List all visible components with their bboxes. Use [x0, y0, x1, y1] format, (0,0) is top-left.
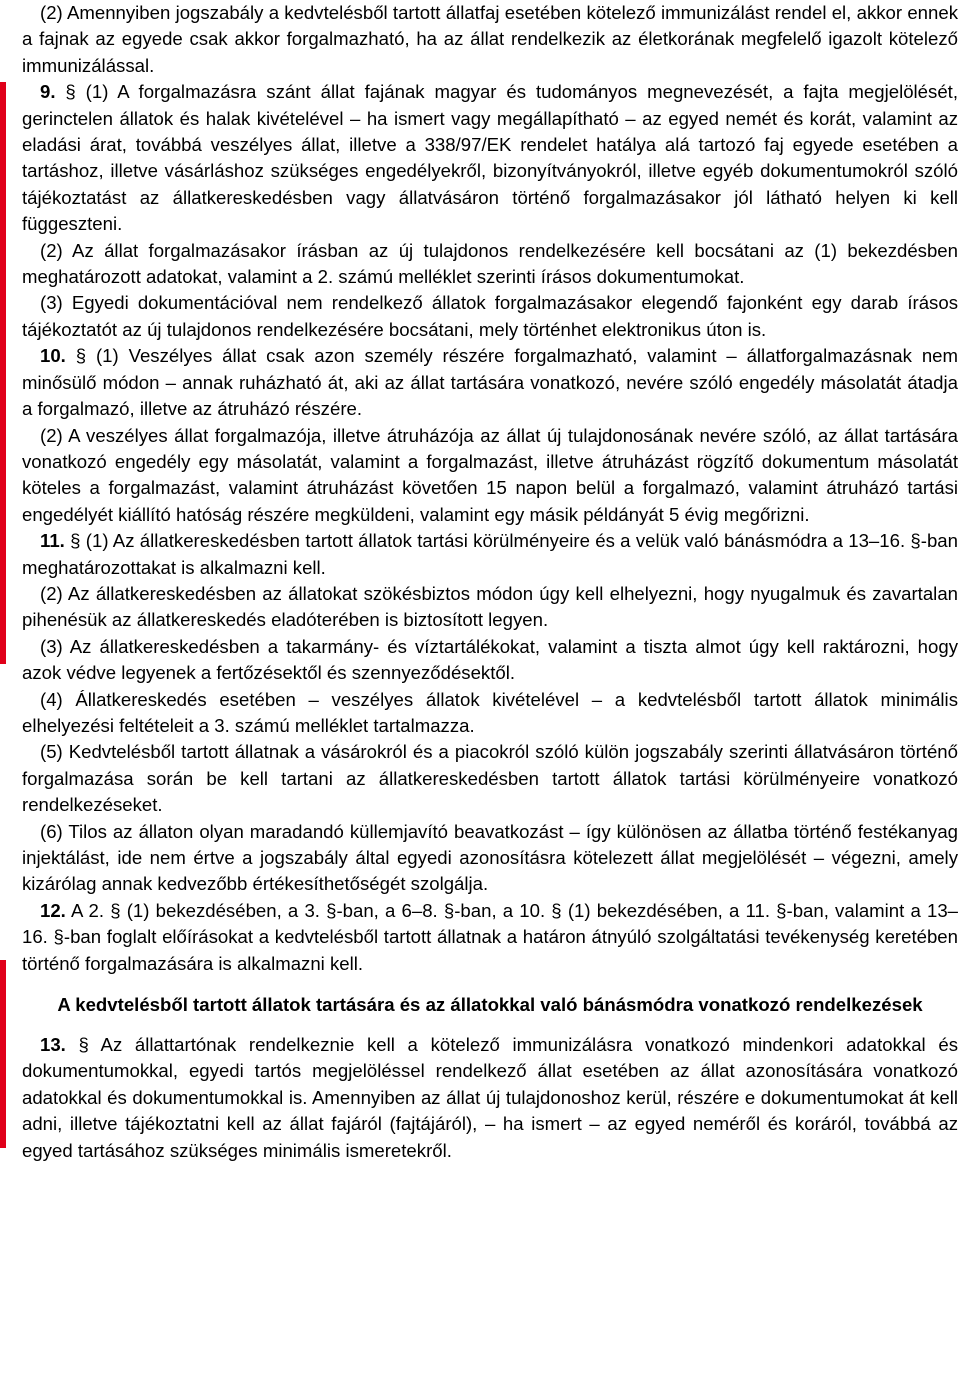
section-number: 13. [40, 1034, 66, 1056]
section-12 [22, 898, 958, 977]
section-text: Az állattartónak rendelkeznie kell a kötelező immunizálásra vonatkozó mindenkori adatokkal és dokumentumokkal, egyedi tartós megjelöléssel rendelkező állat esetében az állat azonosítására vonatkozó adatokkal és dokumentumokkal is. Amennyiben az állat új tulajdonoshoz kerül, részére e dokumentumokat át kell adni, illetve tájékoztatni kell az állat fajáról (fajtájáról), – ha ismert – az egyed neméről és koráról, továbbá az egyed tartásához szükséges minimális ismeretekről. [22, 1034, 958, 1161]
section-text: (1) Az állatkereskedésben tartott állatok tartási körülményeire és a velük való bánásmódra a 13–16. §-ban meghatározottakat is alkalmazni kell. [22, 530, 958, 578]
section-text: A 2. § (1) bekezdésében, a 3. §-ban, a 6–8. §-ban, a 10. § (1) bekezdésében, a 11. §-ban, valamint a 13–16. §-ban foglalt előírásokat a kedvtelésből tartott állatnak a határon átnyúló szolgáltatási tevékenység keretében történő forgalmazására is alkalmazni kell. [22, 899, 958, 974]
section-10-1 [22, 343, 958, 422]
section-11-1 [22, 528, 958, 581]
paragraph-8-2: (2) Amennyiben jogszabály a kedvtelésből tartott állatfaj esetében kötelező immunizálást rendel el, akkor ennek a fajnak az egyede csak akkor forgalmazható, ha az állat rendelkezik az életkorának megfelelő igazolt kötelező immunizálással. [22, 2, 958, 76]
section-number: 11. [40, 530, 65, 552]
section-11-2: (2) Az állatkereskedésben az állatokat szökésbiztos módon úgy kell elhelyezni, hogy nyugalmuk és zavartalan pihenésük az állatkereskedés eladóterében is biztosított legyen. [22, 582, 958, 631]
section-sign: § [75, 345, 87, 367]
change-marker [0, 960, 6, 1148]
section-13 [22, 1032, 958, 1164]
section-number: 10. [40, 345, 66, 367]
section-11-4: (4) Állatkereskedés esetében – veszélyes állatok kivételével – a kedvtelésből tartott állatok minimális elhelyezési feltételeit a 3. számú melléklet tartalmazza. [22, 688, 958, 736]
section-9-2: (2) Az állat forgalmazásakor írásban az új tulajdonos rendelkezésére kell bocsátani az (1) bekezdésben meghatározott adatokat, valamint a 2. számú melléklet szerinti írásos dokumentumokat. [22, 239, 958, 288]
section-11-5: (5) Kedvtelésből tartott állatnak a vásárokról és a piacokról szóló külön jogszabály szerinti állatvásáron történő forgalmazása során be kell tartani az állatkereskedésben tartott állatok tartási körülményeire vonatkozó rendelkezéseket. [22, 741, 958, 816]
section-10-2: (2) A veszélyes állat forgalmazója, illetve átruházója az állat új tulajdonosának nevére szóló, az állat tartására vonatkozó engedély egy másolatát, valamint a forgalmazást, illetve átruházást rögzítő dokumentum másolatát köteles a forgalmazást, valamint átruházást követően 15 napon belül a forgalmazó, valamint átruházó tartási engedélyét kiállító hatóság részére megküldeni, valamint egy másik példányát 5 évig megőrizni. [22, 424, 958, 525]
change-marker [0, 82, 6, 664]
section-number: 12. [40, 899, 66, 921]
section-9-1 [22, 79, 958, 237]
section-sign: § [78, 1034, 89, 1056]
section-11-6: (6) Tilos az állaton olyan maradandó küllemjavító beavatkozást – így különösen az állatba történő festékanyag injektálást, ide nem értve a jogszabály által egyedi azonosításra kötelezett állat megjelölését – végezni, amely kizárólag annak kedvezőbb értékesíthetőségét szolgálja. [22, 820, 958, 895]
document-page [22, 0, 958, 1400]
section-number: 9. [40, 81, 56, 103]
section-11-3: (3) Az állatkereskedésben a takarmány- és víztartálékokat, valamint a tiszta almot úgy kell raktározni, hogy azok védve legyenek a fertőzésektől és szennyeződésektől. [22, 635, 958, 684]
chapter-heading: A kedvtelésből tartott állatok tartására és az állatokkal való bánásmódra vonatkozó rendelkezések [57, 994, 923, 1016]
section-9-3: (3) Egyedi dokumentációval nem rendelkező állatok forgalmazásakor elegendő fajonként egy darab írásos tájékoztatót az új tulajdonos rendelkezésére bocsátani, mely történhet elektronikus úton is. [22, 292, 958, 340]
section-sign: § [65, 81, 76, 103]
section-sign: § [70, 530, 81, 552]
section-text: (1) A forgalmazásra szánt állat fajának magyar és tudományos megnevezését, a fajta megjelölését, gerinctelen állatok és halak kivételével – ha ismert vagy megállapítható – az egyed nemét és korát, valamint az eladási árat, továbbá veszélyes állat, illetve a 338/97/EK rendelet hatálya alá tartozó faj egyede esetében a tartáshoz, illetve vásárláshoz szükséges engedélyekről, bizonyítványokról, illetve egyéb dokumentumokról szóló tájékoztatást az állatkereskedésben vagy állatvásáron történő forgalmazásakor jól látható helyen ki kell függeszteni. [22, 81, 958, 235]
section-text: (1) Veszélyes állat csak azon személy részére forgalmazható, valamint – állatforgalmazásnak nem minősülő módon – annak ruházható át, aki az állat tartására vonatkozó, nevére szóló engedély másolatát átadja a forgalmazó, illetve az átruházó részére. [22, 345, 958, 420]
